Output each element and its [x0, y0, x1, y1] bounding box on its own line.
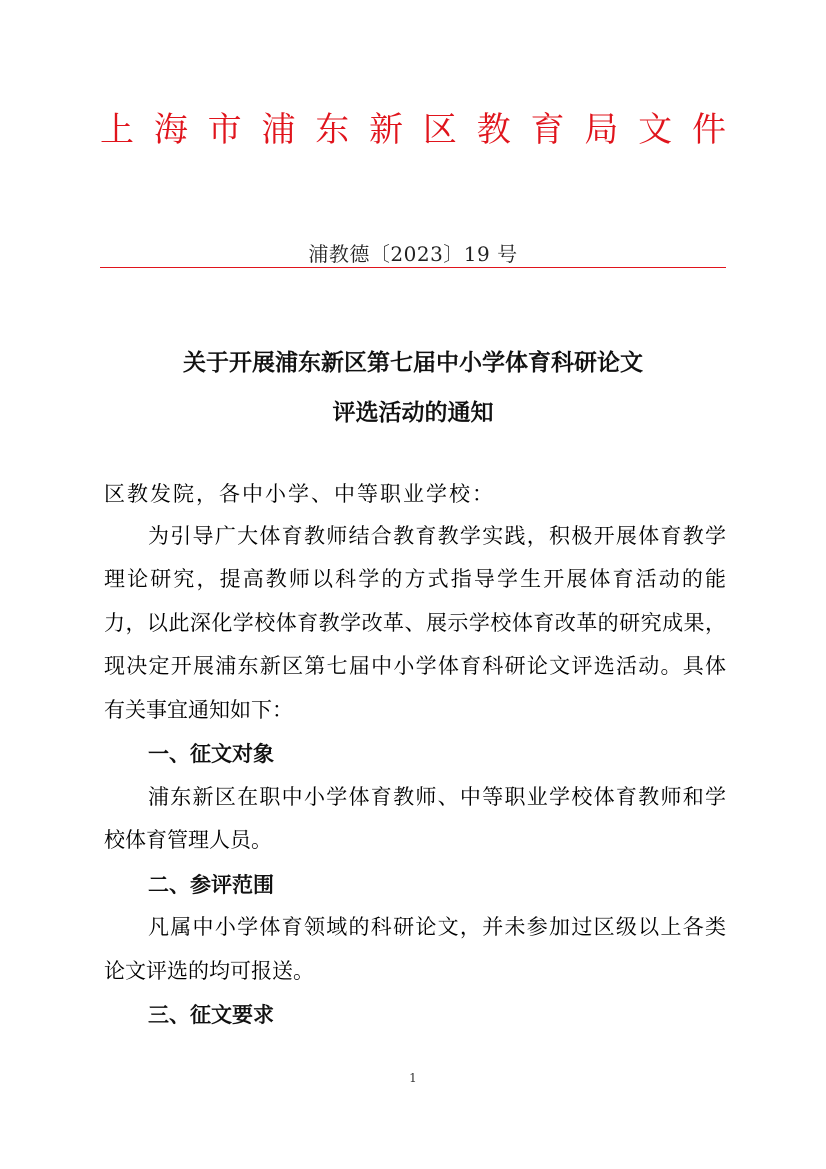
header-char: 市: [207, 109, 242, 150]
paragraph-line: 力，以此深化学校体育教学改革、展示学校体育改革的研究成果，: [104, 611, 726, 635]
paragraph-line: 论文评选的均可报送。: [104, 959, 314, 983]
document-header-title: [100, 102, 726, 150]
section-heading-3: 三、征文要求: [148, 1003, 274, 1027]
paragraph-line: 校体育管理人员。: [104, 828, 272, 852]
notice-title-line-2: 评选活动的通知: [332, 400, 494, 426]
section-heading-2: 二、参评范围: [148, 873, 274, 897]
paragraph-line: 为引导广大体育教师结合教育教学实践，积极开展体育教学: [148, 524, 726, 548]
paragraph-line: 有关事宜通知如下：: [104, 698, 293, 722]
paragraph-line: 凡属中小学体育领域的科研论文，并未参加过区级以上各类: [148, 915, 726, 939]
section-heading-1: 一、征文对象: [148, 742, 274, 766]
header-char: 新: [369, 109, 404, 150]
header-char: 上: [100, 109, 134, 150]
document-number: 浦教德〔2023〕19 号: [308, 242, 518, 266]
header-char: 件: [691, 109, 726, 150]
header-divider: [100, 267, 726, 268]
header-char: 教: [476, 109, 511, 150]
header-char: 育: [530, 109, 565, 150]
header-char: 海: [153, 109, 188, 150]
header-char: 东: [315, 109, 350, 150]
header-char: 局: [584, 109, 619, 150]
paragraph-line: 浦东新区在职中小学体育教师、中等职业学校体育教师和学: [148, 785, 726, 809]
paragraph-line: 现决定开展浦东新区第七届中小学体育科研论文评选活动。具体: [104, 654, 726, 678]
page-number: 1: [409, 1071, 417, 1085]
notice-title-line-1: 关于开展浦东新区第七届中小学体育科研论文: [183, 350, 643, 376]
header-char: 浦: [261, 109, 296, 150]
paragraph-line: 理论研究，提高教师以科学的方式指导学生开展体育活动的能: [104, 567, 726, 591]
header-char: 文: [638, 109, 673, 150]
salutation: 区教发院，各中小学、中等职业学校：: [104, 482, 495, 506]
header-char: 区: [422, 109, 457, 150]
